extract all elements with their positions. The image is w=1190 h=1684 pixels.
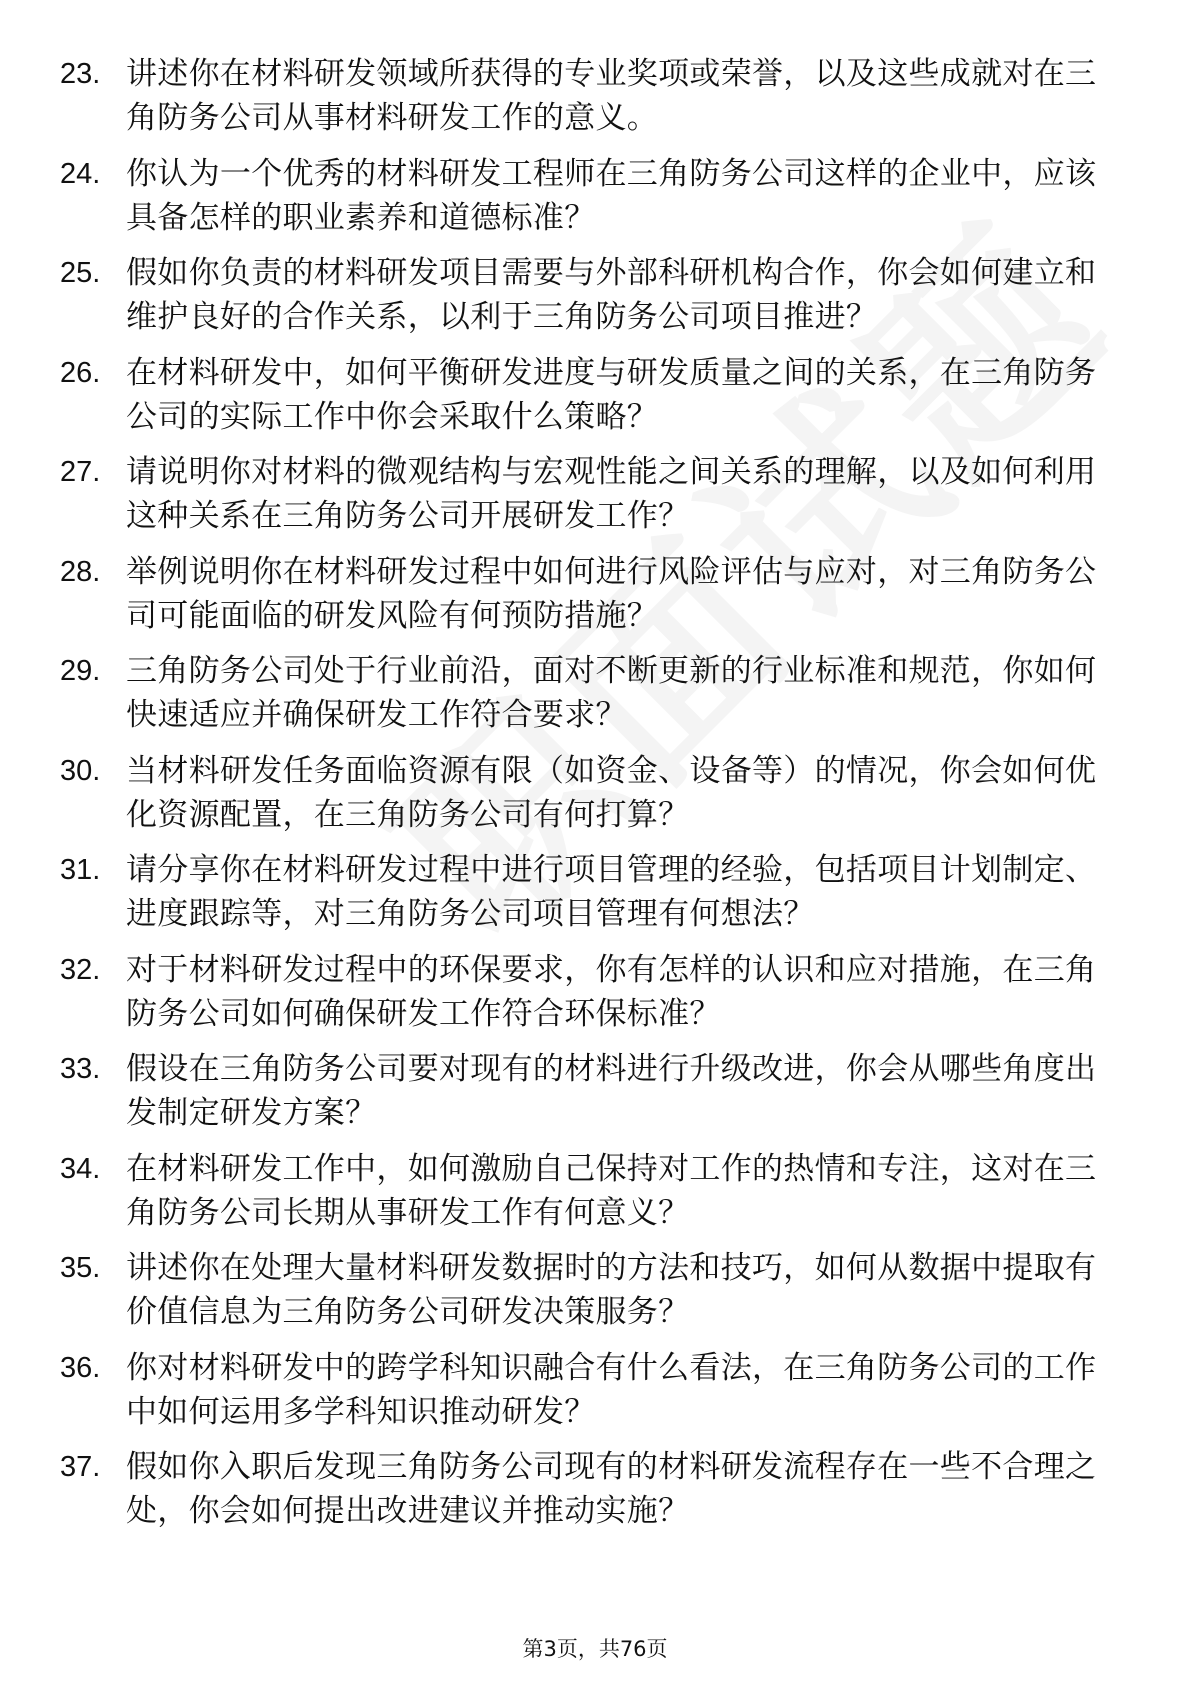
question-text: 请分享你在材料研发过程中进行项目管理的经验，包括项目计划制定、进度跟踪等，对三角防务公司项目管理有何想法？	[126, 852, 1097, 932]
question-text: 对于材料研发过程中的环保要求，你有怎样的认识和应对措施，在三角防务公司如何确保研发工作符合环保标准？	[126, 951, 1097, 1032]
question-item	[60, 948, 1110, 1036]
question-item	[60, 450, 1110, 538]
question-item	[60, 649, 1110, 737]
question-item	[60, 1445, 1110, 1533]
page-footer	[0, 1633, 1190, 1663]
question-number: 25.	[60, 257, 101, 289]
question-item	[60, 1246, 1110, 1334]
question-number: 32.	[60, 953, 101, 986]
question-text: 在材料研发工作中，如何激励自己保持对工作的热情和专注，这对在三角防务公司长期从事研发工作有何意义？	[126, 1150, 1097, 1231]
question-text: 三角防务公司处于行业前沿，面对不断更新的行业标准和规范，你如何快速适应并确保研发工作符合要求？	[126, 653, 1097, 733]
question-text: 举例说明你在材料研发过程中如何进行风险评估与应对，对三角防务公司可能面临的研发风险有何预防措施？	[126, 553, 1097, 634]
question-item	[60, 351, 1110, 439]
question-item	[60, 1147, 1110, 1235]
question-text: 在材料研发中，如何平衡研发进度与研发质量之间的关系，在三角防务公司的实际工作中你会采取什么策略？	[126, 354, 1097, 435]
question-text: 假如你负责的材料研发项目需要与外部科研机构合作，你会如何建立和维护良好的合作关系，以利于三角防务公司项目推进？	[126, 255, 1097, 335]
page-number-label: 第3页，共76页	[522, 1637, 668, 1661]
question-item	[60, 1346, 1110, 1434]
question-text: 你认为一个优秀的材料研发工程师在三角防务公司这样的企业中，应该具备怎样的职业素养和道德标准？	[126, 155, 1097, 236]
question-number: 28.	[60, 555, 101, 588]
question-text: 你对材料研发中的跨学科知识融合有什么看法，在三角防务公司的工作中如何运用多学科知识推动研发？	[126, 1349, 1097, 1430]
question-item	[60, 749, 1110, 837]
question-number: 33.	[60, 1053, 101, 1085]
question-item	[60, 848, 1110, 936]
question-item	[60, 152, 1110, 240]
question-text: 假如你入职后发现三角防务公司现有的材料研发流程存在一些不合理之处，你会如何提出改进建议并推动实施？	[126, 1449, 1097, 1529]
question-item	[60, 251, 1110, 339]
question-number: 36.	[60, 1351, 101, 1384]
question-number: 37.	[60, 1451, 101, 1483]
question-number: 31.	[60, 854, 101, 886]
question-number: 23.	[60, 58, 101, 90]
question-text: 当材料研发任务面临资源有限（如资金、设备等）的情况，你会如何优化资源配置，在三角防务公司有何打算？	[126, 752, 1097, 833]
question-text: 讲述你在材料研发领域所获得的专业奖项或荣誉，以及这些成就对在三角防务公司从事材料研发工作的意义。	[126, 56, 1097, 136]
question-item	[60, 1047, 1110, 1135]
question-number: 26.	[60, 356, 101, 389]
question-text: 讲述你在处理大量材料研发数据时的方法和技巧，如何从数据中提取有价值信息为三角防务公司研发决策服务？	[126, 1250, 1097, 1330]
question-item	[60, 52, 1110, 140]
question-number: 35.	[60, 1252, 101, 1284]
question-text: 假设在三角防务公司要对现有的材料进行升级改进，你会从哪些角度出发制定研发方案？	[126, 1051, 1097, 1131]
question-number: 27.	[60, 456, 101, 488]
question-item	[60, 550, 1110, 638]
question-list	[60, 52, 1110, 1545]
question-number: 34.	[60, 1152, 101, 1185]
question-number: 24.	[60, 157, 101, 190]
question-number: 29.	[60, 655, 101, 687]
question-text: 请说明你对材料的微观结构与宏观性能之间关系的理解，以及如何利用这种关系在三角防务公司开展研发工作？	[126, 454, 1097, 534]
question-number: 30.	[60, 754, 101, 787]
